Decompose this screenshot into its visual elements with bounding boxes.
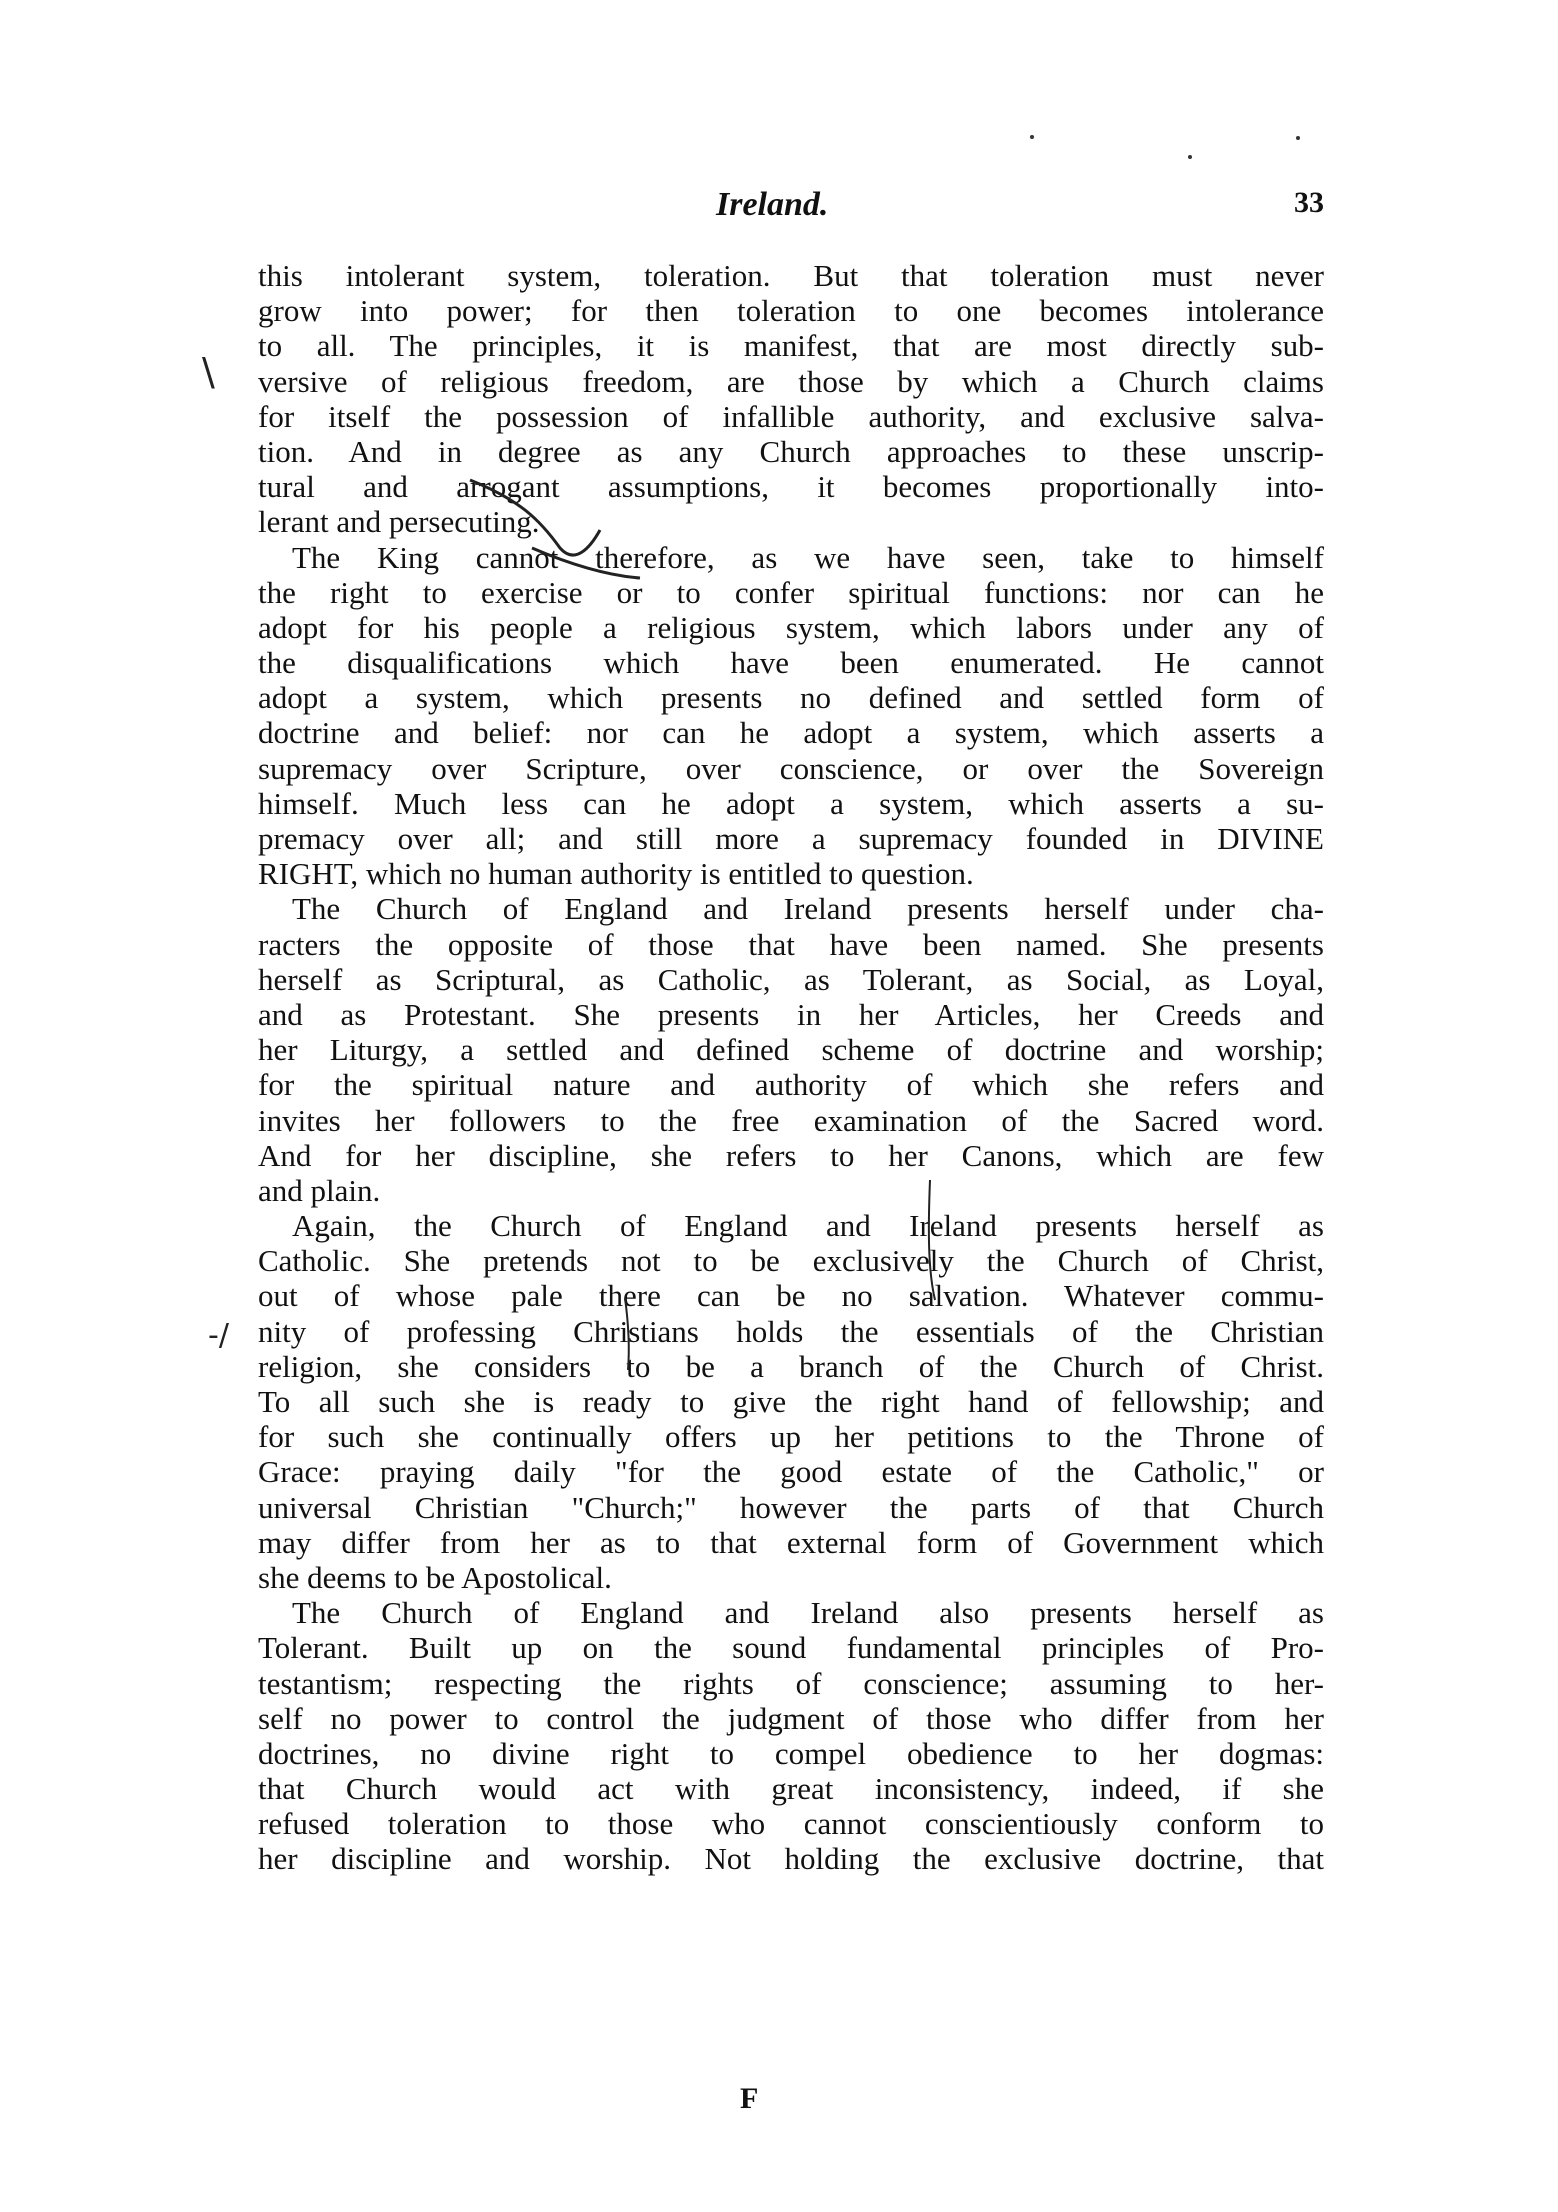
text-line: Tolerant. Built up on the sound fundamental principles of Pro- xyxy=(258,1630,1324,1666)
text-line: The Church of England and Ireland also presents herself as xyxy=(292,1595,1324,1631)
speck xyxy=(1188,155,1192,159)
text-line: testantism; respecting the rights of conscience; assuming to her- xyxy=(258,1665,1324,1701)
text-line: Again, the Church of England and Ireland presents herself as xyxy=(292,1208,1324,1244)
text-line: racters the opposite of those that have been named. She presents xyxy=(258,926,1324,962)
text-line: premacy over all; and still more a supremacy founded in DIVINE xyxy=(258,821,1324,856)
text-line: Catholic. She pretends not to be exclusively the Church of Christ, xyxy=(258,1243,1324,1279)
text-line: for itself the possession of infallible authority, and exclusive salva- xyxy=(258,398,1324,434)
text-line: adopt for his people a religious system, which labors under any of xyxy=(258,609,1324,645)
text-line: adopt a system, which presents no defined and settled form of xyxy=(258,680,1324,716)
text-line: self no power to control the judgment of those who differ from her xyxy=(258,1700,1324,1736)
text-line: refused toleration to those who cannot conscientiously conform to xyxy=(258,1806,1324,1842)
text-line: nity of professing Christians holds the essentials of the Christian xyxy=(258,1313,1324,1349)
text-line: And for her discipline, she refers to her Canons, which are few xyxy=(258,1137,1324,1173)
speck xyxy=(1030,135,1034,139)
text-line: this intolerant system, toleration. But that toleration must never xyxy=(258,258,1324,293)
speck xyxy=(1296,136,1300,140)
text-line: to all. The principles, it is manifest, that are most directly sub- xyxy=(258,328,1324,364)
text-line: tion. And in degree as any Church approaches to these unscrip- xyxy=(258,433,1324,469)
text-line: versive of religious freedom, are those by which a Church claims xyxy=(258,363,1324,399)
text-line: and plain. xyxy=(258,1172,381,1208)
text-line: invites her followers to the free examination of the Sacred word. xyxy=(258,1102,1324,1138)
text-line: her discipline and worship. Not holding the exclusive doctrine, that xyxy=(258,1841,1324,1877)
text-line: doctrine and belief: nor can he adopt a system, which asserts a xyxy=(258,715,1324,751)
text-line: The King cannot therefore, as we have seen, take to himself xyxy=(292,539,1324,575)
text-line: for the spiritual nature and authority of which she refers and xyxy=(258,1067,1324,1103)
text-line: himself. Much less can he adopt a system, which asserts a su- xyxy=(258,785,1324,821)
signature-mark: F xyxy=(740,2082,759,2115)
text-line: doctrines, no divine right to compel obedience to her dogmas: xyxy=(258,1735,1324,1771)
text-line: supremacy over Scripture, over conscience, or over the Sovereign xyxy=(258,750,1324,786)
text-line: that Church would act with great inconsistency, indeed, if she xyxy=(258,1771,1324,1807)
text-line: lerant and persecuting. xyxy=(258,504,540,540)
running-head: Ireland. xyxy=(716,186,829,223)
page-number: 33 xyxy=(1294,186,1324,219)
text-line: Grace: praying daily "for the good estate of the Catholic," or xyxy=(258,1454,1324,1490)
margin-mark: -/ xyxy=(208,1318,229,1353)
text-line: the disqualifications which have been enumerated. He cannot xyxy=(258,645,1324,681)
text-line: religion, she considers to be a branch of the Church of Christ. xyxy=(258,1348,1324,1384)
body-text xyxy=(258,258,1324,1877)
text-line: To all such she is ready to give the right hand of fellowship; and xyxy=(258,1384,1324,1419)
text-line: she deems to be Apostolical. xyxy=(258,1559,612,1595)
text-line: universal Christian "Church;" however the parts of that Church xyxy=(258,1489,1324,1525)
text-line: the right to exercise or to confer spiritual functions: nor can he xyxy=(258,574,1324,610)
text-line: may differ from her as to that external form of Government which xyxy=(258,1524,1324,1560)
text-line: The Church of England and Ireland presents herself under cha- xyxy=(292,891,1324,927)
text-line: herself as Scriptural, as Catholic, as Tolerant, as Social, as Loyal, xyxy=(258,961,1324,997)
margin-mark: \ xyxy=(202,350,215,394)
page-header xyxy=(258,186,1324,226)
text-line: RIGHT, which no human authority is entitled to question. xyxy=(258,856,974,892)
text-line: and as Protestant. She presents in her Articles, her Creeds and xyxy=(258,996,1324,1032)
text-line: tural and arrogant assumptions, it becomes proportionally into- xyxy=(258,469,1324,505)
text-line: her Liturgy, a settled and defined scheme of doctrine and worship; xyxy=(258,1032,1324,1068)
text-line: grow into power; for then toleration to one becomes intolerance xyxy=(258,293,1324,329)
text-line: for such she continually offers up her petitions to the Throne of xyxy=(258,1419,1324,1455)
text-line: out of whose pale there can be no salvation. Whatever commu- xyxy=(258,1278,1324,1314)
